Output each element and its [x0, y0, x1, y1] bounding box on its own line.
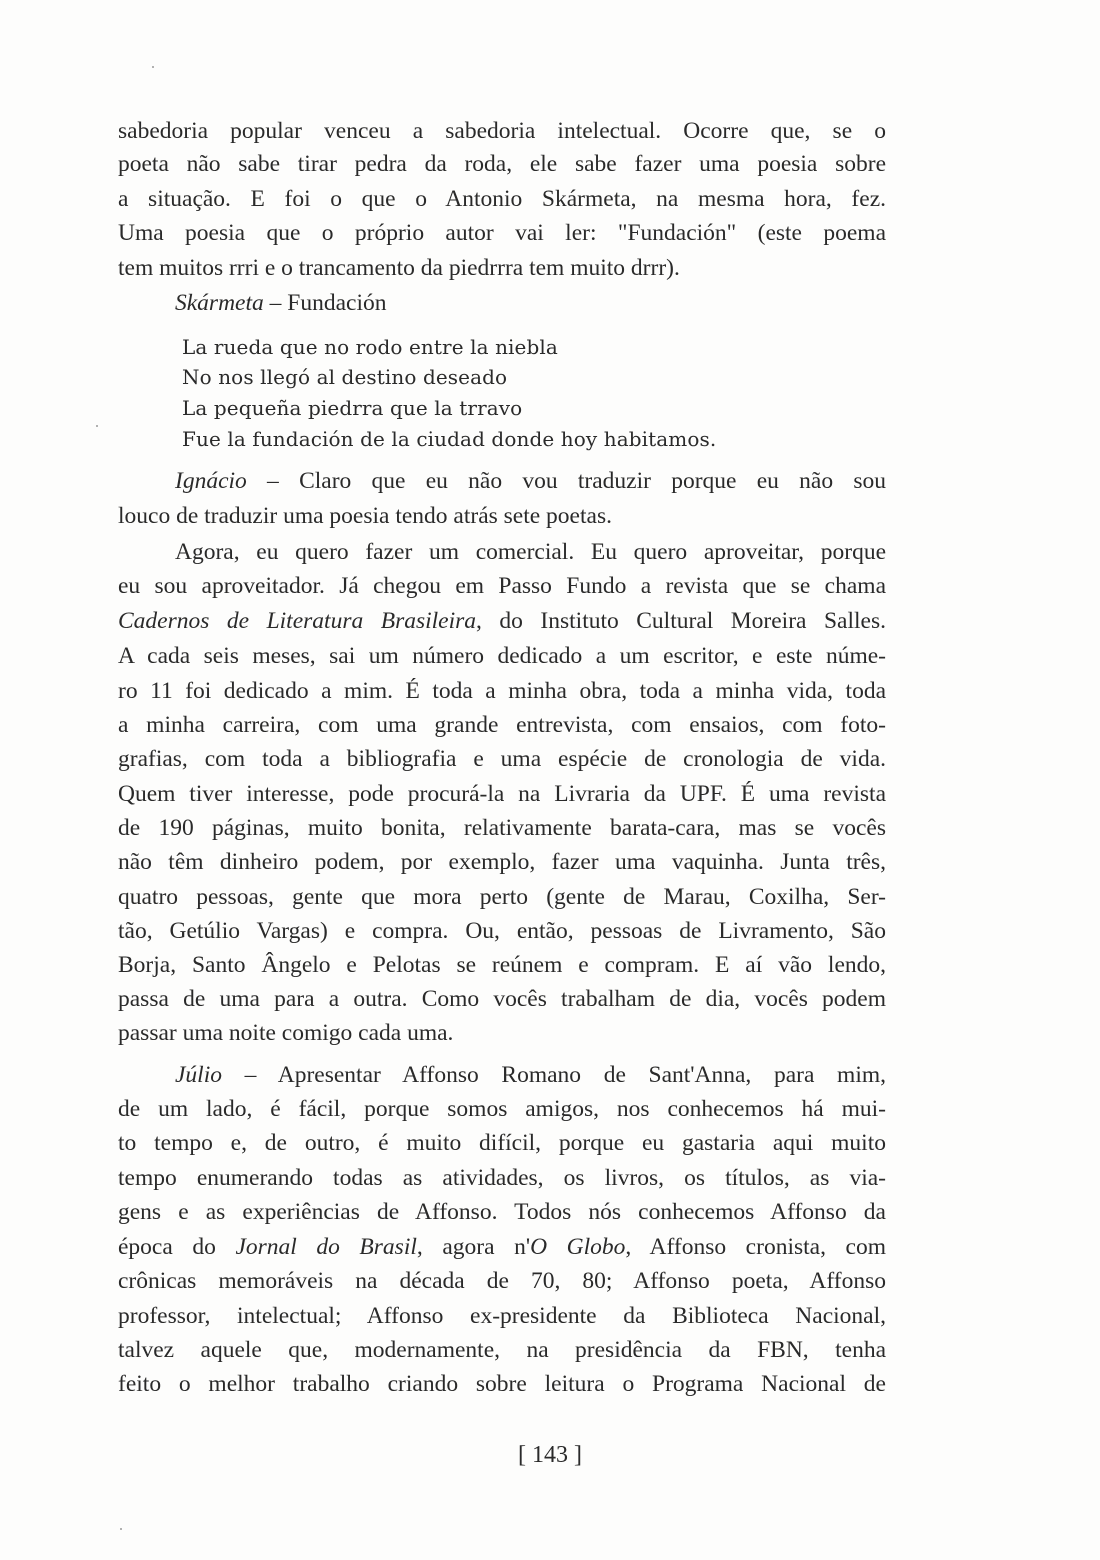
- text-line: [118, 153, 886, 177]
- text-run: quatro pessoas, gente que mora perto (gente de Marau, Coxilha, Ser-: [118, 884, 886, 910]
- text-line: [118, 851, 886, 875]
- text-line: [118, 505, 612, 529]
- text-run: , do Instituto Cultural Moreira Salles.: [476, 608, 886, 634]
- text-line: [118, 886, 886, 910]
- text-run: gens e as experiências de Affonso. Todos nós conhecemos Affonso da: [118, 1199, 886, 1225]
- text-run: Fue la fundación de la ciudad donde hoy habitamos.: [182, 427, 717, 451]
- text-line: [175, 1064, 886, 1088]
- italic-text: Júlio: [175, 1062, 222, 1088]
- text-run: de um lado, é fácil, porque somos amigos, nos conhecemos há mui-: [118, 1096, 886, 1122]
- text-line: [118, 257, 680, 281]
- text-run: ro 11 foi dedicado a mim. É toda a minha obra, toda a minha vida, toda: [118, 678, 886, 704]
- italic-text: Cadernos de Literatura Brasileira: [118, 608, 477, 634]
- scan-speck: [120, 1528, 122, 1530]
- poem-line: [182, 337, 558, 357]
- text-run: Quem tiver interesse, pode procurá-la na Livraria da UPF. É uma revista: [118, 781, 886, 807]
- text-run: crônicas memoráveis na década de 70, 80; Affonso poeta, Affonso: [118, 1268, 886, 1294]
- page-number: [ 143 ]: [518, 1442, 582, 1468]
- text-line: [118, 645, 886, 669]
- text-run: to tempo e, de outro, é muito difícil, porque eu gastaria aqui muito: [118, 1130, 886, 1156]
- text-run: de 190 páginas, muito bonita, relativamente barata-cara, mas se vocês: [118, 815, 886, 841]
- text-line: [118, 988, 886, 1012]
- text-run: passa de uma para a outra. Como vocês trabalham de dia, vocês podem: [118, 986, 886, 1012]
- text-run: No nos llegó al destino deseado: [182, 365, 508, 389]
- text-line: [118, 783, 886, 807]
- text-run: a situação. E foi o que o Antonio Skármeta, na mesma hora, fez.: [118, 186, 886, 212]
- italic-text: Jornal do Brasil: [235, 1234, 417, 1260]
- text-run: eu sou aproveitador. Já chegou em Passo Fundo a revista que se chama: [118, 573, 886, 599]
- text-run: poeta não sabe tirar pedra da roda, ele sabe fazer uma poesia sobre: [118, 151, 886, 177]
- text-line: [118, 1022, 453, 1046]
- text-line: [118, 1305, 886, 1329]
- text-run: , Affonso cronista, com: [625, 1234, 886, 1260]
- text-run: passar uma noite comigo cada uma.: [118, 1020, 454, 1046]
- text-run: – Apresentar Affonso Romano de Sant'Anna, para mim,: [222, 1062, 886, 1088]
- text-line: [175, 292, 386, 316]
- text-run: tempo enumerando todas as atividades, os livros, os títulos, as via-: [118, 1165, 886, 1191]
- text-line: [118, 1167, 886, 1191]
- text-line: [118, 920, 886, 944]
- text-line: [118, 954, 886, 978]
- text-run: louco de traduzir uma poesia tendo atrás sete poetas.: [118, 503, 612, 529]
- scan-speck: [96, 425, 98, 427]
- italic-text: Ignácio: [175, 468, 247, 494]
- text-line: [118, 1236, 886, 1260]
- text-run: La pequeña piedrra que la trravo: [182, 396, 523, 420]
- text-run: professor, intelectual; Affonso ex-presidente da Biblioteca Nacional,: [118, 1303, 886, 1329]
- text-run: tem muitos rrri e o trancamento da piedrrra tem muito drrr).: [118, 255, 680, 281]
- text-run: a minha carreira, com uma grande entrevista, com ensaios, com foto-: [118, 712, 886, 738]
- text-run: sabedoria popular venceu a sabedoria intelectual. Ocorre que, se o: [118, 118, 886, 144]
- text-run: – Fundación: [263, 290, 387, 316]
- text-run: talvez aquele que, modernamente, na presidência da FBN, tenha: [118, 1337, 886, 1363]
- text-line: [118, 120, 886, 144]
- poem-line: [182, 429, 716, 449]
- text-run: La rueda que no rodo entre la niebla: [182, 335, 558, 359]
- text-line: [118, 1132, 886, 1156]
- text-line: [175, 470, 886, 494]
- text-run: Agora, eu quero fazer um comercial. Eu quero aproveitar, porque: [175, 539, 886, 565]
- text-line: [118, 1098, 886, 1122]
- text-run: época do: [118, 1234, 236, 1260]
- text-run: grafias, com toda a bibliografia e uma espécie de cronologia de vida.: [118, 746, 886, 772]
- text-run: tão, Getúlio Vargas) e compra. Ou, então, pessoas de Livramento, São: [118, 918, 886, 944]
- text-run: A cada seis meses, sai um número dedicado a um escritor, e este núme-: [118, 643, 886, 669]
- text-run: feito o melhor trabalho criando sobre leitura o Programa Nacional de: [118, 1371, 886, 1397]
- italic-text: Skármeta: [175, 290, 264, 316]
- text-line: [118, 817, 886, 841]
- text-line: [118, 1270, 886, 1294]
- italic-text: O Globo: [530, 1234, 626, 1260]
- poem-line: [182, 398, 522, 418]
- text-line: [175, 541, 886, 565]
- text-line: [118, 714, 886, 738]
- text-line: [118, 188, 886, 212]
- text-run: Uma poesia que o próprio autor vai ler: "Fundación" (este poema: [118, 220, 886, 246]
- poem-line: [182, 367, 507, 387]
- text-line: [118, 575, 886, 599]
- text-line: [118, 1201, 886, 1225]
- text-line: [118, 680, 886, 704]
- text-line: [118, 610, 886, 634]
- text-line: [118, 222, 886, 246]
- text-run: não têm dinheiro podem, por exemplo, fazer uma vaquinha. Junta três,: [118, 849, 886, 875]
- text-run: , agora n': [416, 1234, 531, 1260]
- text-line: [118, 1339, 886, 1363]
- scan-speck: [152, 66, 154, 68]
- text-run: Borja, Santo Ângelo e Pelotas se reúnem e compram. E aí vão lendo,: [118, 952, 886, 978]
- text-line: [118, 1373, 886, 1397]
- text-run: – Claro que eu não vou traduzir porque eu não sou: [246, 468, 886, 494]
- text-line: [118, 748, 886, 772]
